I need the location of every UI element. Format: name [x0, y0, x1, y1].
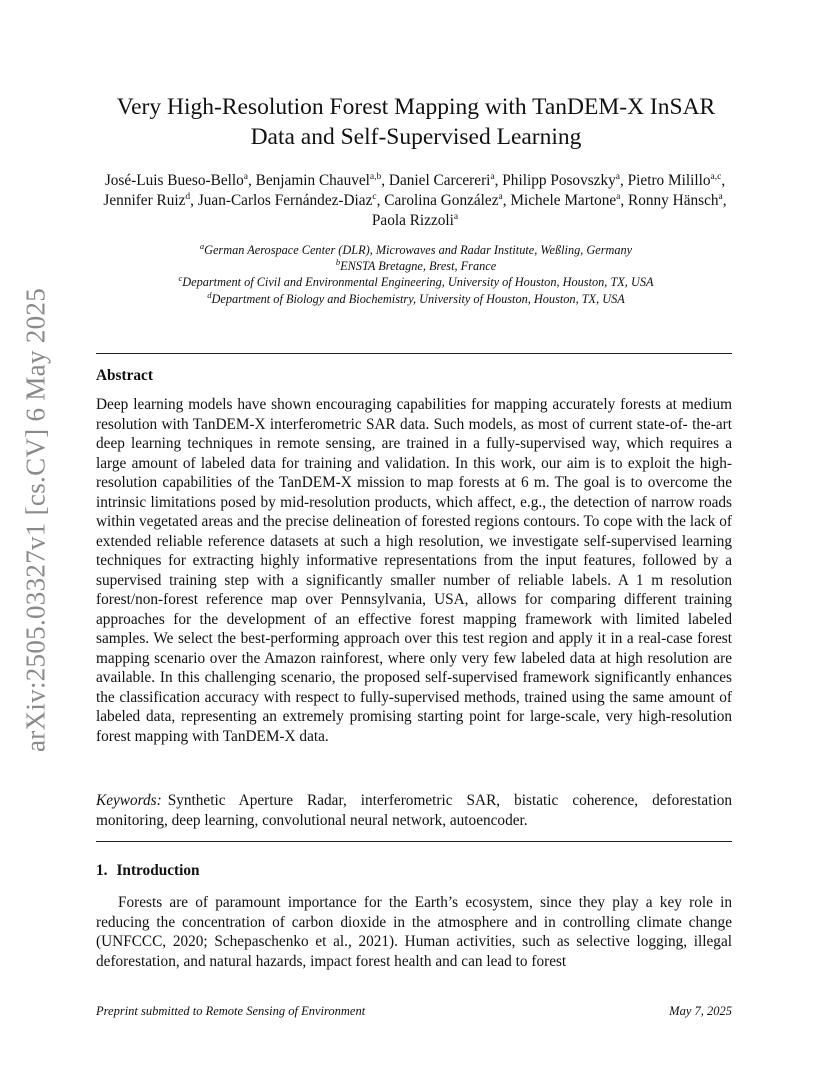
affiliation-text: German Aerospace Center (DLR), Microwaves and Radar Institute, Weßling, Germany: [204, 243, 633, 257]
author-name: Michele Martone: [510, 192, 617, 209]
paper-title: [96, 92, 736, 152]
author-name: Daniel Carcereri: [388, 172, 491, 189]
arxiv-identifier-watermark: [14, 280, 58, 760]
footer-preprint-note: Preprint submitted to Remote Sensing of Environment: [96, 1004, 366, 1018]
author-affiliation-mark: a: [453, 212, 459, 222]
author-list: [90, 171, 740, 231]
author-separator: ,: [381, 172, 389, 189]
author-affiliation-mark: a,b: [369, 172, 382, 182]
author-affiliation-mark: a,c: [710, 172, 722, 182]
author-affiliation-mark: a: [498, 192, 503, 202]
affiliation-list: [96, 242, 736, 307]
affiliation-mark: b: [335, 257, 341, 268]
paper-title-line-1: Very High-Resolution Forest Mapping with TanDEM-X InSAR: [116, 94, 716, 120]
author-name: Ronny Hänsch: [628, 192, 719, 209]
affiliation-mark: d: [207, 289, 212, 300]
author-affiliation-mark: a: [616, 192, 621, 202]
author: [384, 192, 510, 209]
author-separator: ,: [620, 172, 628, 189]
author: [256, 172, 389, 189]
author-name: Philipp Posovszky: [502, 172, 616, 189]
author-name: Juan-Carlos Fernández-Diaz: [197, 192, 373, 209]
affiliation: [96, 274, 736, 290]
author-affiliation-mark: d: [185, 192, 191, 202]
author-name: Benjamin Chauvel: [255, 172, 370, 189]
abstract-bottom-rule: [96, 841, 732, 842]
author: [628, 172, 726, 189]
affiliation: [96, 258, 736, 274]
abstract-body: Deep learning models have shown encouraging capabilities for mapping accurately forests at medium resolution with TanDEM-X interferometric SAR data. Such models, as most of current state-of- the-art deep learning techniques in remote sensing, are trained in a fully-supervised way, which requires a large amount of labeled data for training and validation. In this work, our aim is to exploit the high-resolution capabilities of the TanDEM-X mission to map forests at 6 m. The goal is to overcome the intrinsic limitations posed by mid-resolution products, which affect, e.g., the detection of narrow roads within vegetated areas and the precise delineation of forested regions contours. To cope with the lack of extended reliable reference datasets at such a high resolution, we investigate self-supervised learning techniques for extracting highly informative representations from the input features, followed by a supervised training step with a significantly smaller number of reliable labels. A 1 m resolution forest/non-forest reference map over Pennsylvania, USA, allows for comparing different training approaches for the development of an effective forest mapping framework with limited labeled samples. We select the best-performing approach over this test region and apply it in a real-case forest mapping scenario over the Amazon rainforest, where only very few labeled data at high resolution are available. In this challenging scenario, the proposed self-supervised framework significantly enhances the classification accuracy with respect to fully-supervised methods, trained using the same amount of labeled data, representing an extremely promising starting point for large-scale, very high-resolution forest mapping with TanDEM-X data.: [96, 396, 732, 745]
author-affiliation-mark: c: [372, 192, 377, 202]
affiliation-mark: c: [178, 273, 183, 284]
author-separator: ,: [376, 192, 385, 209]
affiliation-text: ENSTA Bretagne, Brest, France: [340, 259, 497, 274]
author-affiliation-mark: a: [615, 172, 620, 182]
arxiv-identifier-text: arXiv:2505.03327v1 [cs.CV] 6 May 2025: [20, 287, 51, 753]
author-separator: ,: [502, 192, 511, 209]
author-name: Pietro Milillo: [627, 172, 711, 189]
affiliation: [96, 291, 736, 307]
author-name: Paola Rizzoli: [371, 212, 454, 229]
author-name: Jennifer Ruiz: [103, 192, 186, 209]
author-separator: ,: [190, 192, 198, 209]
section-title: Introduction: [116, 862, 200, 879]
keywords-text: Synthetic Aperture Radar, interferometric SAR, bistatic coherence, deforestation monitoring, deep learning, convolutional neural network, autoencoder.: [96, 792, 732, 829]
abstract-heading: Abstract: [96, 367, 153, 384]
section-number: 1.: [96, 862, 108, 879]
author: [389, 172, 502, 189]
paper-title-line-2: Data and Self-Supervised Learning: [250, 124, 582, 150]
author-separator: ,: [722, 192, 727, 209]
author-affiliation-mark: a: [490, 172, 495, 182]
author: [502, 172, 627, 189]
author-affiliation-mark: a: [718, 192, 723, 202]
author-name: José-Luis Bueso-Bello: [104, 172, 244, 189]
affiliation: [96, 242, 736, 258]
author: [628, 192, 727, 209]
author-name: Carolina González: [384, 192, 499, 209]
author: [103, 192, 197, 209]
affiliation-text: Department of Civil and Environmental Engineering, University of Houston, Houston, TX, USA: [182, 275, 654, 290]
author-separator: ,: [620, 192, 629, 209]
keywords-line: [96, 791, 732, 830]
author: [198, 192, 384, 209]
author-affiliation-mark: a: [243, 172, 248, 182]
author: [372, 212, 458, 229]
author-separator: ,: [247, 172, 256, 189]
introduction-paragraph: Forests are of paramount importance for the Earth’s ecosystem, since they play a key role in reducing the concentration of carbon dioxide in the atmosphere and in controlling climate change (UNFCCC, 2020; Schepaschenko et al., 2021). Human activities, such as selective logging, illegal deforestation, and natural hazards, impact forest health and can lead to forest: [96, 894, 732, 970]
footer-date: May 7, 2025: [669, 1004, 732, 1018]
keywords-label: Keywords:: [96, 792, 162, 809]
author: [105, 172, 256, 189]
abstract-top-rule: [96, 353, 732, 354]
author-separator: ,: [721, 172, 726, 189]
affiliation-mark: a: [199, 241, 205, 251]
author: [510, 192, 628, 209]
author-separator: ,: [494, 172, 503, 189]
affiliation-text: Department of Biology and Biochemistry, University of Houston, Houston, TX, USA: [211, 291, 625, 306]
section-heading-introduction: [96, 862, 200, 880]
